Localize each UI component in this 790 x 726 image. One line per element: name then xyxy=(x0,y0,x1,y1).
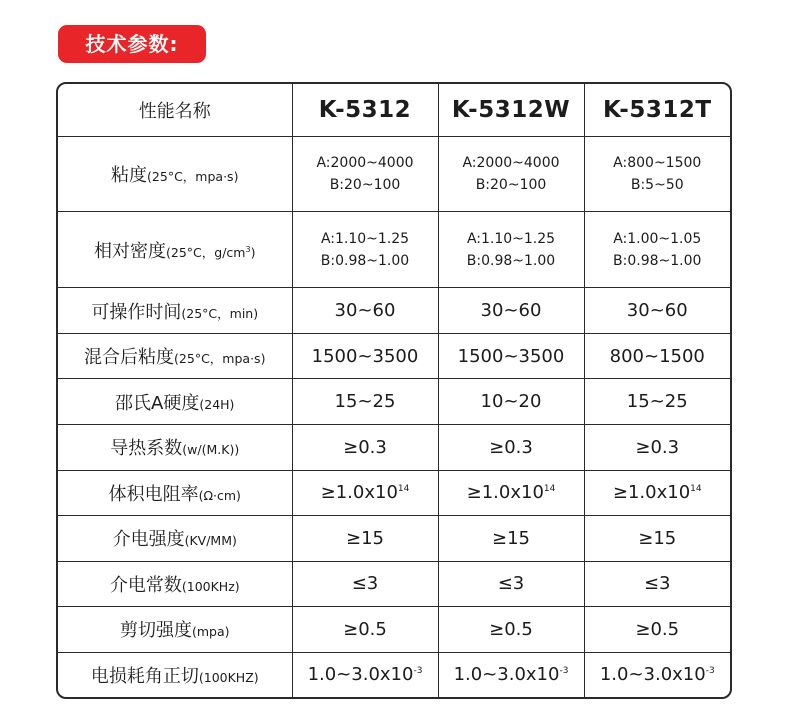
value-text: ≤3 xyxy=(497,573,525,595)
row-label-unit xyxy=(174,351,265,366)
value-text: ≥1.0x10 xyxy=(320,482,398,504)
value-text: 800~1500 xyxy=(609,345,705,367)
value-cell xyxy=(584,288,730,334)
value-cell xyxy=(584,607,730,653)
value-text: ≥0.3 xyxy=(489,436,533,458)
value-text: 30~60 xyxy=(626,300,688,322)
header-name: 性能名称 xyxy=(58,84,292,136)
unit-text: (24H) xyxy=(199,396,235,412)
row-label-text: 粘度 xyxy=(111,164,148,186)
unit-text: (mpa) xyxy=(191,624,230,640)
value-text: 1500~3500 xyxy=(457,345,565,367)
value-text: ≥15 xyxy=(346,527,384,549)
section-title-badge: 技术参数: xyxy=(58,25,206,63)
value-cell xyxy=(292,288,438,334)
value-text: ≥1.0x10 xyxy=(612,482,691,504)
unit-text: (25°C，mpa·s) xyxy=(147,168,239,184)
value-cell xyxy=(584,470,730,516)
row-label-unit xyxy=(181,306,258,321)
value-text: ≥15 xyxy=(492,527,530,549)
value-cell xyxy=(292,379,438,425)
value-text: ≥0.3 xyxy=(343,436,387,458)
spec-table xyxy=(56,82,732,699)
row-label-unit xyxy=(182,442,239,457)
header-model: K-5312W xyxy=(438,84,584,136)
value-cell xyxy=(584,424,730,470)
value-line: B:20~100 xyxy=(475,176,547,193)
table-row xyxy=(58,212,730,288)
row-label-text: 相对密度 xyxy=(94,240,167,262)
table-row xyxy=(58,652,730,697)
value-cell xyxy=(292,652,438,697)
value-cell xyxy=(584,333,730,379)
value-text: 1.0~3.0x10 xyxy=(599,664,706,686)
row-label-text: 介电强度 xyxy=(112,529,185,551)
value-cell xyxy=(292,470,438,516)
value-superscript: 14 xyxy=(397,484,410,495)
value-text: 30~60 xyxy=(480,300,542,322)
value-cell xyxy=(438,652,584,697)
row-label-unit xyxy=(192,624,230,639)
row-label xyxy=(58,470,292,516)
row-label-unit xyxy=(182,579,240,594)
value-cell xyxy=(438,288,584,334)
value-text: ≥1.0x10 xyxy=(466,482,544,504)
row-label-unit xyxy=(199,670,259,685)
value-line: A:2000~4000 xyxy=(462,154,560,171)
row-label xyxy=(58,516,292,562)
value-text: 15~25 xyxy=(626,391,688,413)
value-cell xyxy=(438,470,584,516)
unit-text: (KV/MM) xyxy=(184,533,237,549)
table-row xyxy=(58,607,730,653)
value-text: ≥0.5 xyxy=(489,618,533,640)
value-cell xyxy=(584,212,730,288)
unit-text: (25°C，min) xyxy=(181,305,259,321)
value-text: 1.0~3.0x10 xyxy=(453,664,560,686)
value-cell xyxy=(438,379,584,425)
value-cell xyxy=(438,561,584,607)
value-cell xyxy=(584,379,730,425)
value-cell xyxy=(438,607,584,653)
value-text: ≥15 xyxy=(638,527,677,549)
row-label-text: 可操作时间 xyxy=(91,301,182,323)
table-row xyxy=(58,379,730,425)
value-cell xyxy=(292,136,438,212)
value-cell xyxy=(584,652,730,697)
row-label xyxy=(58,561,292,607)
row-label xyxy=(58,607,292,653)
table-row xyxy=(58,470,730,516)
value-cell xyxy=(438,424,584,470)
value-superscript: -3 xyxy=(705,666,715,677)
value-text: ≥0.5 xyxy=(635,618,680,640)
value-cell xyxy=(438,516,584,562)
value-line: A:800~1500 xyxy=(613,154,702,171)
row-label-unit xyxy=(185,533,237,548)
value-text: 1.0~3.0x10 xyxy=(307,664,414,686)
value-line: A:2000~4000 xyxy=(316,154,414,171)
value-line: B:5~50 xyxy=(630,176,684,193)
row-label-text: 体积电阻率 xyxy=(108,483,199,505)
value-cell xyxy=(292,424,438,470)
row-label xyxy=(58,136,292,212)
table-row xyxy=(58,288,730,334)
table-header-row xyxy=(58,84,730,136)
value-text: ≥0.5 xyxy=(343,618,387,640)
header-model: K-5312T xyxy=(584,84,730,136)
unit-superscript: 3 xyxy=(245,244,251,254)
value-line: B:20~100 xyxy=(329,176,401,193)
table-row xyxy=(58,424,730,470)
value-text: 1500~3500 xyxy=(311,345,419,367)
value-cell xyxy=(292,561,438,607)
row-label xyxy=(58,288,292,334)
value-text: 10~20 xyxy=(480,391,542,413)
row-label xyxy=(58,333,292,379)
table-row xyxy=(58,333,730,379)
row-label-unit xyxy=(199,397,234,412)
unit-text: (25°C，mpa·s) xyxy=(174,351,266,367)
table-row xyxy=(58,561,730,607)
value-cell xyxy=(292,607,438,653)
value-cell xyxy=(584,516,730,562)
value-text: ≥0.3 xyxy=(635,436,680,458)
value-line: B:0.98~1.00 xyxy=(613,252,702,269)
unit-text: (Ω·cm) xyxy=(198,487,241,503)
unit-text: (w/(M.K)) xyxy=(182,442,240,458)
row-label xyxy=(58,212,292,288)
row-label-text: 导热系数 xyxy=(110,438,183,460)
row-label-text: 介电常数 xyxy=(109,574,182,596)
value-superscript: -3 xyxy=(559,666,569,677)
value-cell xyxy=(292,333,438,379)
table-row xyxy=(58,136,730,212)
value-line: B:0.98~1.00 xyxy=(320,252,410,269)
unit-text: (100KHz) xyxy=(181,578,240,594)
unit-text: (100KHZ) xyxy=(198,669,259,685)
value-superscript: 14 xyxy=(690,484,702,495)
row-label-text: 剪切强度 xyxy=(119,620,192,642)
row-label xyxy=(58,379,292,425)
table-row xyxy=(58,516,730,562)
value-cell xyxy=(584,136,730,212)
unit-text: (25°C，g/cm xyxy=(166,244,246,260)
header-model: K-5312 xyxy=(292,84,438,136)
value-cell xyxy=(292,516,438,562)
row-label-unit xyxy=(199,488,241,503)
value-line: A:1.00~1.05 xyxy=(613,230,702,247)
value-superscript: 14 xyxy=(543,484,556,495)
value-cell xyxy=(584,561,730,607)
row-label xyxy=(58,424,292,470)
value-line: A:1.10~1.25 xyxy=(320,230,410,247)
row-label-text: 混合后粘度 xyxy=(84,347,175,369)
value-cell xyxy=(438,333,584,379)
row-label-text: 邵氏A硬度 xyxy=(115,392,200,414)
value-superscript: -3 xyxy=(413,666,423,677)
row-label xyxy=(58,652,292,697)
value-text: ≤3 xyxy=(643,573,671,595)
value-cell xyxy=(438,212,584,288)
value-text: 15~25 xyxy=(334,391,396,413)
value-cell xyxy=(438,136,584,212)
value-line: B:0.98~1.00 xyxy=(466,252,556,269)
row-label-unit xyxy=(147,169,238,184)
value-text: 30~60 xyxy=(334,300,396,322)
unit-text-end: ) xyxy=(250,244,256,260)
value-cell xyxy=(292,212,438,288)
row-label-unit xyxy=(166,245,255,260)
row-label-text: 电损耗角正切 xyxy=(90,665,199,687)
value-line: A:1.10~1.25 xyxy=(466,230,556,247)
value-text: ≤3 xyxy=(351,573,379,595)
